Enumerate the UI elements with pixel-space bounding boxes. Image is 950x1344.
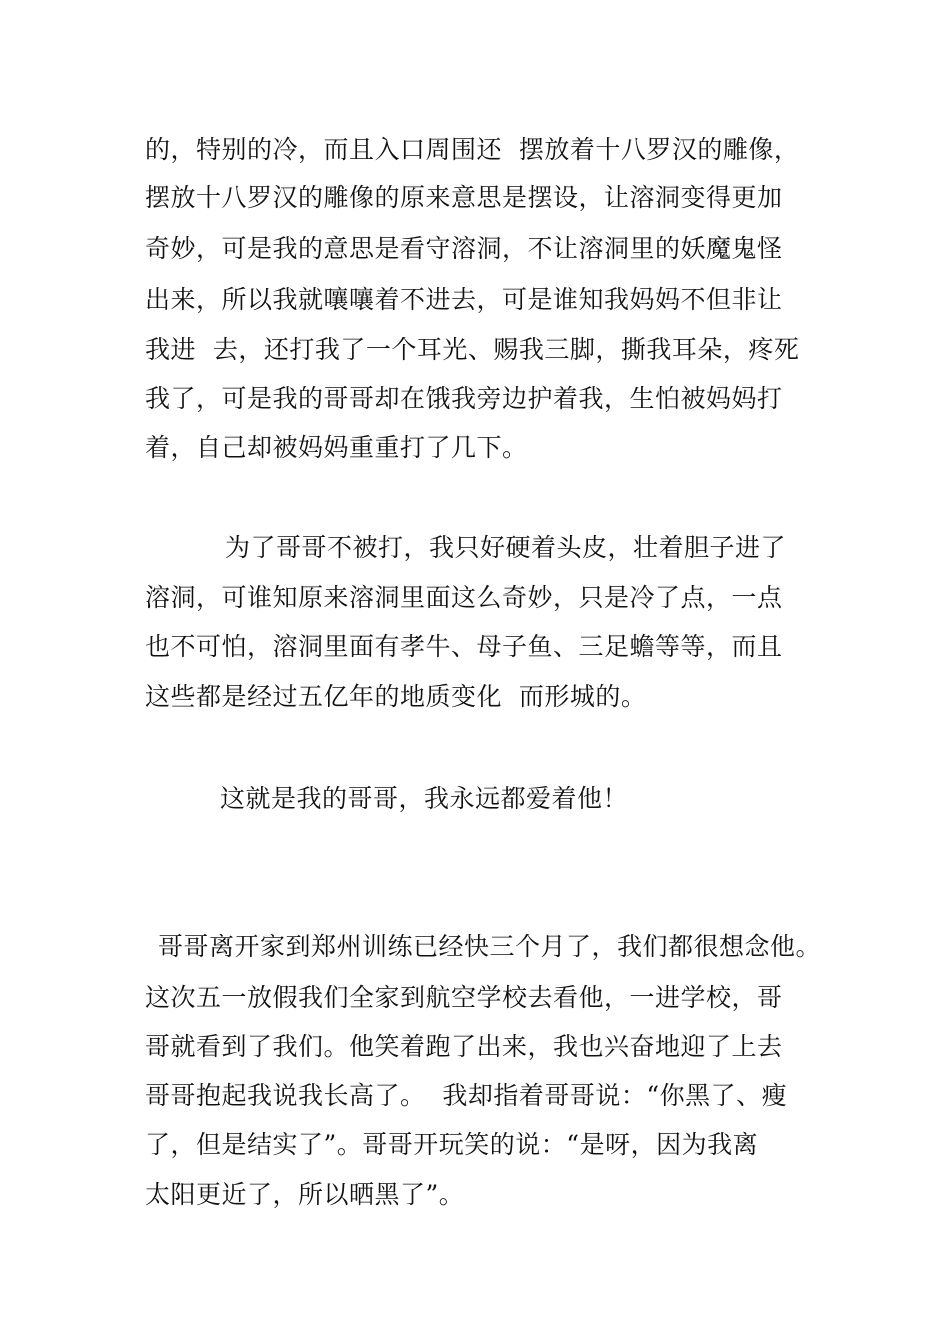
paragraph-2-line-1: 为了哥哥不被打，我只好硬着头皮，壮着胆子进了 — [225, 533, 787, 562]
paragraph-2-line-3: 也不可怕，溶洞里面有孝牛、母子鱼、三足蟾等等，而且 — [145, 632, 783, 661]
paragraph-4-line-3: 哥就看到了我们。他笑着跑了出来，我也兴奋地迎了上去 — [145, 1032, 783, 1061]
paragraph-1-line-7: 着，自己却被妈妈重重打了几下。 — [145, 433, 528, 462]
paragraph-4-line-2: 这次五一放假我们全家到航空学校去看他，一进学校，哥 — [145, 983, 783, 1012]
paragraph-1-line-6: 我了，可是我的哥哥却在饿我旁边护着我，生怕被妈妈打 — [145, 384, 783, 413]
paragraph-2-line-4: 这些都是经过五亿年的地质变化 而形城的。 — [145, 682, 647, 711]
paragraph-1-line-1: 的，特别的冷，而且入口周围还 摆放着十八罗汉的雕像， — [145, 135, 800, 164]
paragraph-3-line-1: 这就是我的哥哥，我永远都爱着他！ — [220, 784, 629, 813]
paragraph-1-line-4: 出来，所以我就嚷嚷着不进去，可是谁知我妈妈不但非让 — [145, 285, 783, 314]
paragraph-4-line-4: 哥哥抱起我说我长高了。 我却指着哥哥说：“你黑了、瘦 — [145, 1081, 788, 1110]
paragraph-4-line-1: 哥哥离开家到郑州训练已经快三个月了，我们都很想念他。 — [158, 932, 822, 961]
paragraph-1-line-5: 我进 去，还打我了一个耳光、赐我三脚，撕我耳朵，疼死 — [145, 335, 800, 364]
paragraph-2-line-2: 溶洞，可谁知原来溶洞里面这么奇妙，只是冷了点，一点 — [145, 583, 783, 612]
paragraph-4-line-5: 了，但是结实了”。哥哥开玩笑的说：“是呀，因为我离 — [145, 1130, 759, 1159]
paragraph-4-line-6: 太阳更近了，所以晒黑了”。 — [145, 1180, 465, 1209]
paragraph-1-line-2: 摆放十八罗汉的雕像的原来意思是摆设，让溶洞变得更加 — [145, 183, 783, 212]
paragraph-1-line-3: 奇妙，可是我的意思是看守溶洞，不让溶洞里的妖魔鬼怪 — [145, 234, 783, 263]
